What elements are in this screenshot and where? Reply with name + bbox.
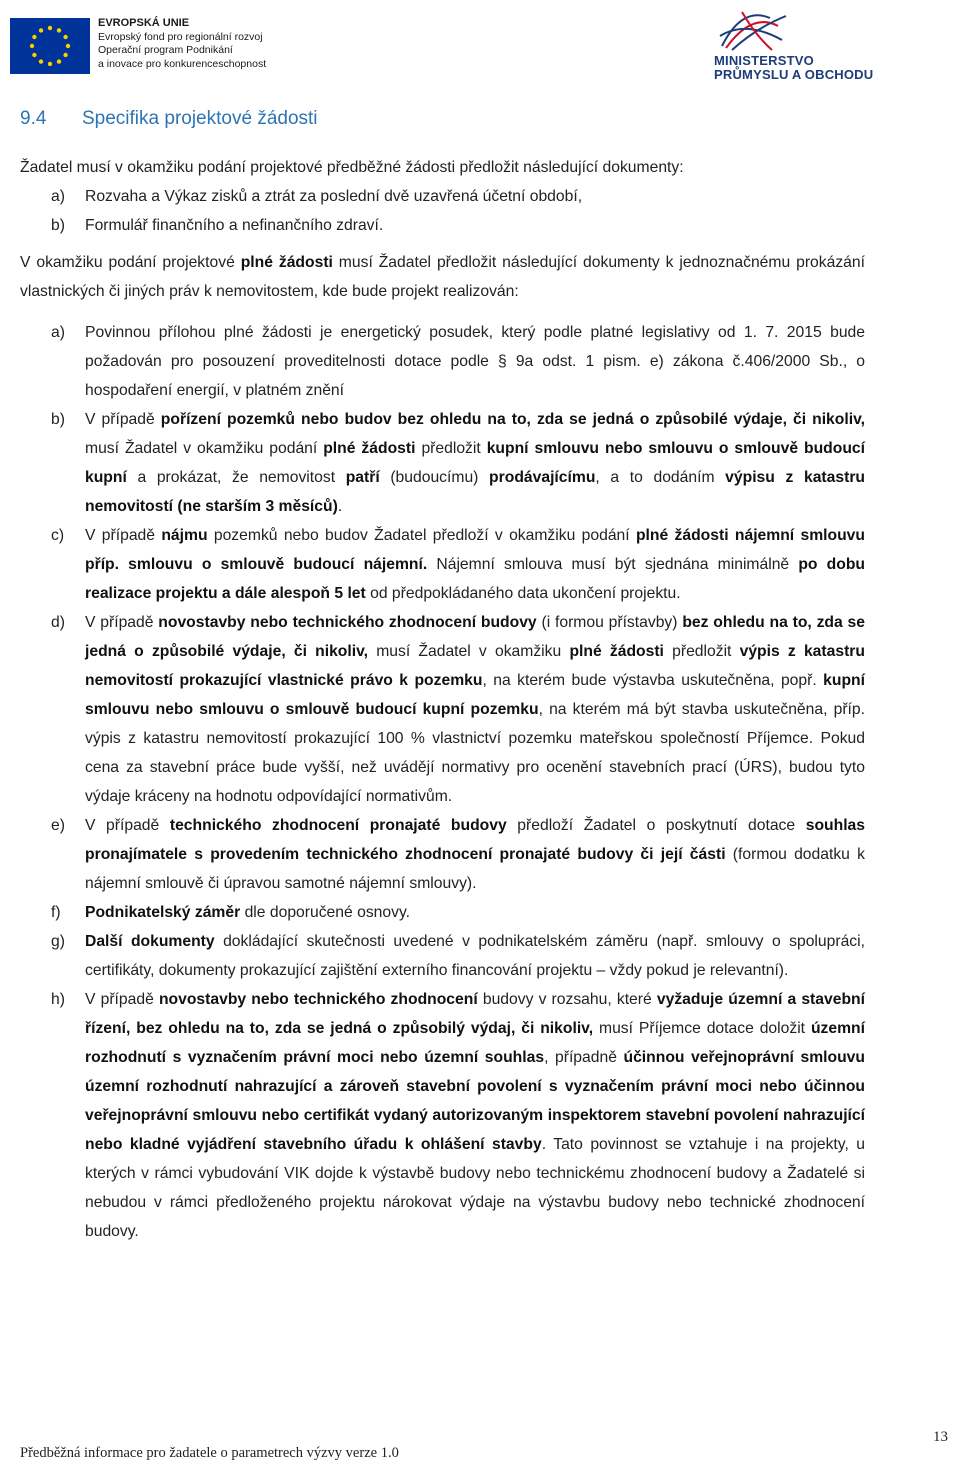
text-run: musí Žadatel v okamžiku podání bbox=[85, 440, 324, 457]
list-item-g bbox=[20, 927, 865, 985]
page-number: 13 bbox=[933, 1429, 948, 1445]
bold-run: pořízení pozemků nebo budov bez ohledu na to, zda se jedná o způsobilé výdaje, či nikoliv, bbox=[160, 411, 866, 428]
eu-line-2: Evropský fond pro regionální rozvoj bbox=[98, 30, 263, 43]
list-item-e bbox=[20, 811, 865, 898]
bold-run: technického zhodnocení pronajaté budovy bbox=[169, 817, 507, 834]
bold-run: plné žádosti bbox=[240, 254, 333, 271]
list-item-c bbox=[20, 521, 865, 608]
plna-zadost-documents-list bbox=[20, 318, 865, 1246]
eu-logo-text bbox=[98, 17, 266, 71]
list-marker: e) bbox=[51, 817, 65, 834]
mpo-line-2: PRŮMYSLU A OBCHODU bbox=[714, 67, 874, 82]
predbezna-documents-list bbox=[20, 182, 865, 240]
text-run: V případě bbox=[85, 991, 159, 1008]
bold-run: plné žádosti bbox=[569, 643, 664, 660]
list-marker: d) bbox=[51, 614, 65, 631]
bold-run: Další dokumenty bbox=[85, 933, 215, 950]
text-run: dokládající skutečnosti uvedené v podnikatelském záměru (např. smlouvy o spolupráci, certifikáty, dokumenty prokazující zajištění externího financování projektu – vždy pokud je relevantní). bbox=[85, 933, 865, 979]
list-marker: a) bbox=[51, 188, 65, 205]
list-marker: a) bbox=[51, 324, 65, 341]
mpo-line-1: MINISTERSTVO bbox=[714, 53, 814, 68]
bold-run: novostavby nebo technického zhodnocení bbox=[158, 991, 478, 1008]
eu-line-4: a inovace pro konkurenceschopnost bbox=[98, 57, 267, 70]
text-run: (budoucímu) bbox=[379, 469, 490, 486]
text-run: od předpokládaného data ukončení projektu. bbox=[365, 585, 681, 602]
bold-run: vyžaduje územní a stavební řízení, bez ohledu na to, zda se jedná o způsobilý výdaj, či nikoliv, bbox=[85, 991, 865, 1037]
text-run: , a to dodáním bbox=[595, 469, 726, 486]
text-run: (formou dodatku k nájemní smlouvě či úpravou samotné nájemní smlouvy). bbox=[85, 846, 865, 892]
list-marker: b) bbox=[51, 411, 65, 428]
mpo-logo bbox=[712, 6, 882, 86]
bold-run: výpis z katastru nemovitostí prokazující vlastnické právo k pozemku bbox=[85, 643, 865, 689]
bold-run: patří bbox=[345, 469, 380, 486]
page-footer: Předběžná informace pro žadatele o parametrech výzvy verze 1.0 bbox=[20, 1445, 399, 1461]
page-header bbox=[0, 0, 960, 90]
text-run: V případě bbox=[85, 817, 170, 834]
bold-run: bez ohledu na to, zda se jedná o způsobilé výdaje, či nikoliv, bbox=[85, 614, 866, 660]
text-run: Povinnou přílohou plné žádosti je energetický posudek, který podle platné legislativy od 1. 7. 2015 bude požadován pro posouzení proveditelnosti dotace podle § 9a odst. 1 pism. e) zákona č.406/2000 Sb. bbox=[85, 324, 865, 370]
list-item-a bbox=[20, 318, 865, 405]
text-run: pozemků nebo budov Žadatel předloží v okamžiku podání bbox=[207, 527, 636, 544]
text-run: musí Žadatel předložit následující dokumenty k jednoznačnému prokázání vlastnických či jiných práv k nemovitostem, kde bude projekt realizován: bbox=[20, 254, 865, 300]
list-item-h bbox=[20, 985, 865, 1246]
bold-run: nájmu bbox=[161, 527, 208, 544]
bold-run: účinnou veřejnoprávní smlouvu územní rozhodnutí nahrazující a zároveň stavební povolení s vyznačením právní moci nebo účinnou veřejnoprávní smlouvu nebo certifikát vydaný autorizovaným inspektorem stavební povolení nahrazující nebo kladné vyjádření stavebního úřadu k ohlášení stavby bbox=[85, 1049, 865, 1153]
text-run: V případě bbox=[85, 614, 159, 631]
bold-run: po dobu realizace projektu a dále alespoň 5 let bbox=[85, 556, 865, 602]
bold-run: prodávajícímu bbox=[489, 469, 596, 486]
text-run: musí Příjemce dotace doložit bbox=[593, 1020, 811, 1037]
text-run: V okamžiku podání projektové bbox=[20, 254, 241, 271]
text-run: , na kterém bude výstavba uskutečněna, popř. bbox=[482, 672, 824, 689]
text-run: předložit bbox=[415, 440, 487, 457]
text-run: budovy v rozsahu, které bbox=[477, 991, 657, 1008]
eu-line-1: EVROPSKÁ UNIE bbox=[98, 17, 190, 29]
eu-flag-icon bbox=[10, 18, 90, 74]
intro-paragraph-1: Žadatel musí v okamžiku podání projektové předběžné žádosti předložit následující dokumenty: bbox=[20, 159, 684, 176]
list-marker: f) bbox=[51, 904, 61, 921]
section-title: Specifika projektové žádosti bbox=[82, 108, 318, 129]
text-run: (i formou přístavby) bbox=[536, 614, 683, 631]
list-item bbox=[20, 182, 865, 211]
section-number: 9.4 bbox=[20, 108, 47, 129]
list-marker: g) bbox=[51, 933, 65, 950]
text-run: , o hospodaření energií, v platném znění bbox=[85, 353, 866, 399]
intro-paragraph-2 bbox=[20, 248, 865, 306]
text-run: musí Žadatel v okamžiku bbox=[368, 643, 570, 660]
text-run: dle doporučené osnovy. bbox=[240, 904, 410, 921]
section-heading bbox=[20, 104, 865, 134]
list-item-d bbox=[20, 608, 865, 811]
list-item-b bbox=[20, 405, 865, 521]
text-run: Nájemní smlouva musí být sjednána minimálně bbox=[427, 556, 799, 573]
eu-line-3: Operační program Podnikání bbox=[98, 44, 233, 56]
bold-run: souhlas pronajímatele s provedením technického zhodnocení pronajaté budovy či její části bbox=[85, 817, 865, 863]
text-run: V případě bbox=[85, 527, 162, 544]
document-body bbox=[20, 104, 865, 1246]
list-item bbox=[20, 211, 865, 240]
text-run: , případně bbox=[544, 1049, 624, 1066]
bold-run: kupní smlouvu nebo smlouvu o smlouvě budoucí kupní bbox=[85, 440, 866, 486]
list-marker: b) bbox=[51, 217, 65, 234]
bold-run: novostavby nebo technického zhodnocení budovy bbox=[158, 614, 537, 631]
text-run: . bbox=[337, 498, 343, 515]
list-item-text: Rozvaha a Výkaz zisků a ztrát za poslední dvě uzavřená účetní období, bbox=[85, 188, 583, 205]
mpo-emblem-icon bbox=[712, 6, 792, 54]
bold-run: plné žádosti nájemní smlouvu příp. smlouvu o smlouvě budoucí nájemní. bbox=[85, 527, 865, 573]
bold-run: plné žádosti bbox=[323, 440, 416, 457]
list-item-text: Formulář finančního a nefinančního zdraví. bbox=[85, 217, 384, 234]
text-run: předloží Žadatel o poskytnutí dotace bbox=[506, 817, 806, 834]
text-run: . Tato povinnost se vztahuje i na projekty, u kterých v rámci vybudování VIK dojde k výstavbě budovy nebo technickému zhodnocení budovy a Žadatelé si nebudou v rámci předloženého projektu nárokovat výdaje na výstavbu budovy nebo technické zhodnocení budovy. bbox=[85, 1136, 865, 1240]
bold-run: Podnikatelský záměr bbox=[85, 904, 241, 921]
text-run: a prokázat, že nemovitost bbox=[126, 469, 346, 486]
list-marker: h) bbox=[51, 991, 65, 1008]
list-marker: c) bbox=[51, 527, 65, 544]
bold-run: kupní smlouvu nebo smlouvu o smlouvě budoucí kupní pozemku bbox=[85, 672, 865, 718]
bold-run: územní rozhodnutí s vyznačením právní moci nebo územní souhlas bbox=[85, 1020, 865, 1066]
text-run: předložit bbox=[663, 643, 740, 660]
list-item-f bbox=[20, 898, 865, 927]
text-run: , na kterém má být stavba uskutečněna, příp. výpis z katastru nemovitostí prokazující 100 % vlastnictví pozemku mateřskou společností Příjemce. Pokud cena za stavební práce bude vyšší, než uvádějí normativy pro ocenění stavebních prací (ÚRS), budou tyto výdaje kráceny na hodnotu odpovídající normativům. bbox=[85, 701, 865, 805]
text-run: V případě bbox=[85, 411, 161, 428]
bold-run: výpisu z katastru nemovitostí (ne starším 3 měsíců) bbox=[85, 469, 866, 515]
